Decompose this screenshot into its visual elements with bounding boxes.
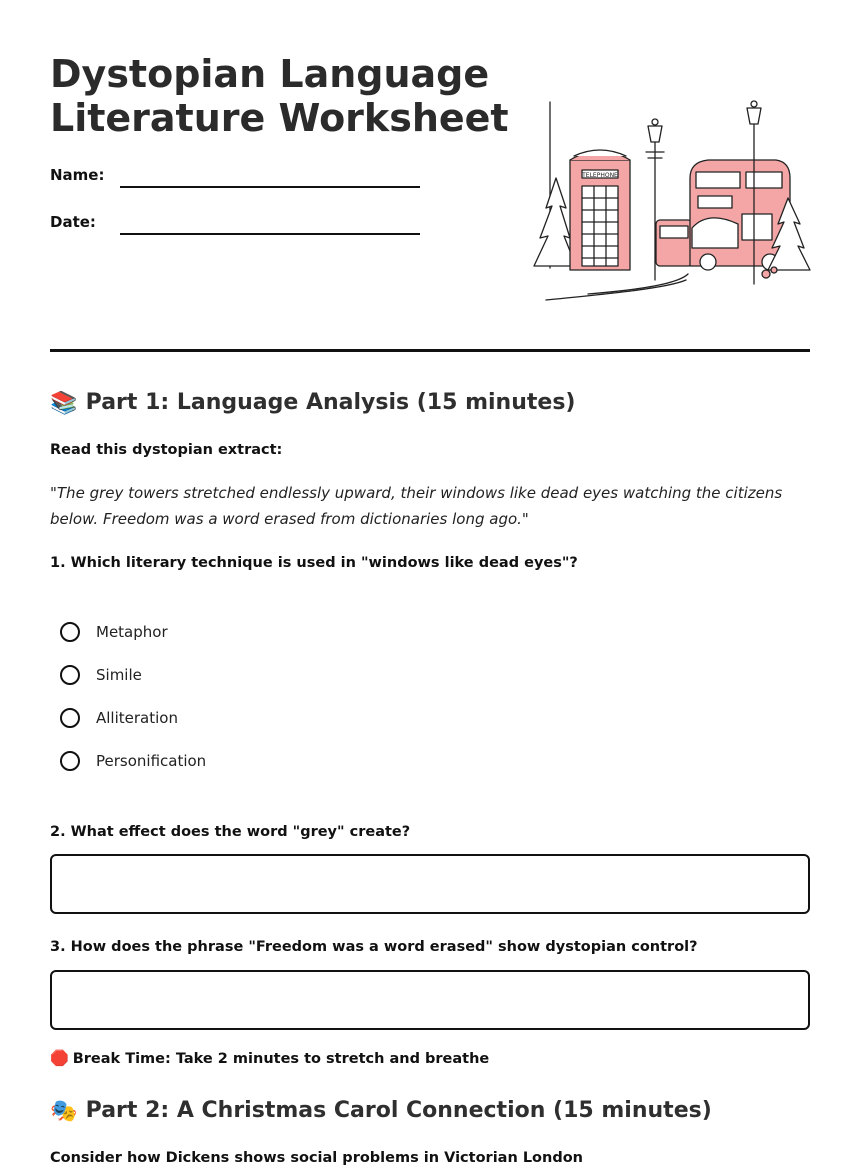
worksheet-title: [50, 52, 510, 140]
telephone-sign-text: TELEPHONE: [582, 172, 618, 179]
books-icon: 📚: [50, 391, 78, 416]
option-metaphor[interactable]: [60, 620, 168, 644]
theater-masks-icon: 🎭: [50, 1099, 78, 1124]
radio-button[interactable]: [60, 751, 80, 771]
option-label: Simile: [96, 666, 142, 684]
date-label: Date:: [50, 213, 96, 231]
option-alliteration[interactable]: [60, 706, 178, 730]
part1-heading: [50, 390, 575, 416]
question-1: 1. Which literary technique is used in "windows like dead eyes"?: [50, 555, 578, 571]
option-personification[interactable]: [60, 749, 206, 773]
break-reminder: [50, 1049, 489, 1067]
part2-heading-text: Part 2: A Christmas Carol Connection (15 minutes): [85, 1098, 712, 1123]
london-street-illustration: [528, 98, 812, 308]
section-divider: [50, 349, 810, 352]
option-label: Alliteration: [96, 709, 178, 727]
option-label: Metaphor: [96, 623, 168, 641]
title-line-1: Dystopian Language: [50, 52, 490, 96]
radio-button[interactable]: [60, 665, 80, 685]
answer-box-q3[interactable]: [50, 970, 810, 1030]
question-2: 2. What effect does the word "grey" create?: [50, 824, 411, 840]
question-3: 3. How does the phrase "Freedom was a word erased" show dystopian control?: [50, 939, 698, 955]
bus-wheel: [700, 254, 716, 270]
part2-heading: [50, 1098, 712, 1124]
part1-heading-text: Part 1: Language Analysis (15 minutes): [85, 390, 576, 415]
name-label: Name:: [50, 166, 105, 184]
part2-intro: Consider how Dickens shows social problems in Victorian London: [50, 1150, 584, 1166]
date-field[interactable]: [120, 233, 420, 235]
extract-instruction: Read this dystopian extract:: [50, 442, 283, 458]
answer-box-q2[interactable]: [50, 854, 810, 914]
stop-sign-icon: 🛑: [50, 1049, 69, 1067]
radio-button[interactable]: [60, 708, 80, 728]
option-simile[interactable]: [60, 663, 142, 687]
dystopian-extract: "The grey towers stretched endlessly upward, their windows like dead eyes watching the citizens below. Freedom was a word erased from dictionaries long ago.": [50, 484, 783, 528]
title-line-2: Literature Worksheet: [50, 96, 509, 140]
radio-button[interactable]: [60, 622, 80, 642]
name-field[interactable]: [120, 186, 420, 188]
break-text: Break Time: Take 2 minutes to stretch and breathe: [72, 1051, 490, 1067]
option-label: Personification: [96, 752, 207, 770]
